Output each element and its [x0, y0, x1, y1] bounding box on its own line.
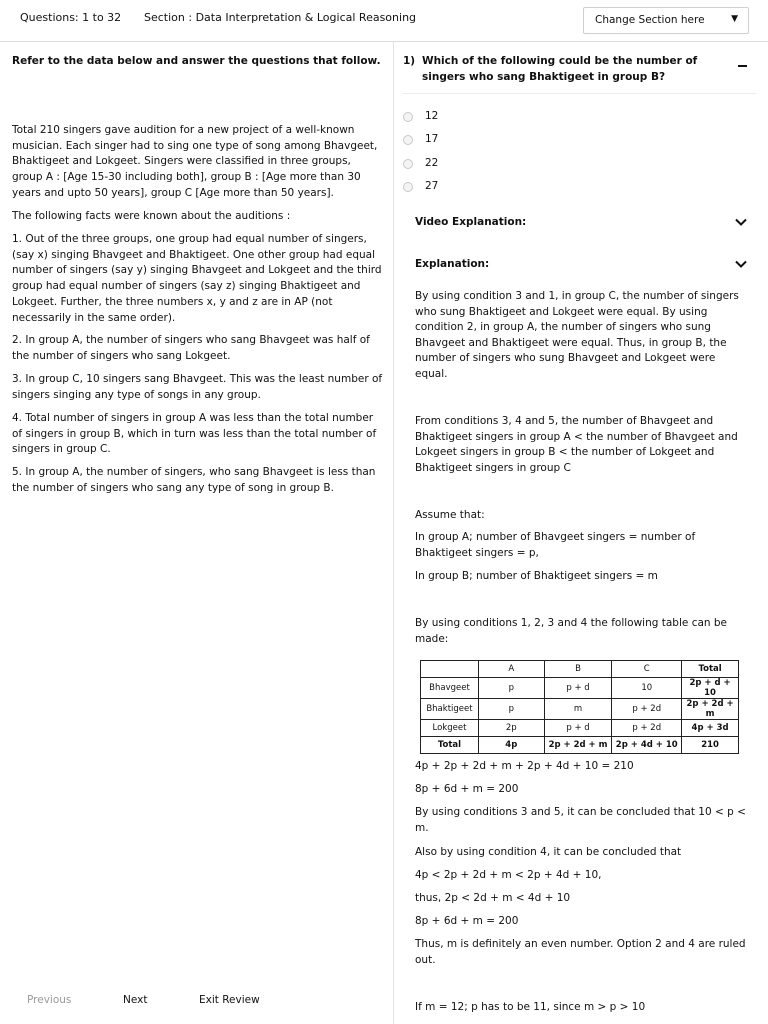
explanation-equation: thus, 2p < 2d + m < 4d + 10	[415, 892, 571, 904]
table-header-cell: Total	[682, 661, 739, 678]
table-cell: 2p + 2d + m	[682, 699, 739, 720]
explanation-paragraph: Assume that:	[415, 509, 485, 521]
explanation-paragraph: In group B; number of Bhaktigeet singers = m	[415, 570, 658, 582]
explanation-equation: 4p < 2p + 2d + m < 2p + 4d + 10,	[415, 869, 602, 881]
radio-icon[interactable]	[403, 159, 413, 169]
explanation-paragraph: From conditions 3, 4 and 5, the number of Bhavgeet and Bhaktigeet singers in group A < the number of Bhavgeet and Lokgeet singers in group B < the number of Lokgeet and Bhaktigeet singers in group C	[415, 415, 738, 474]
table-cell: p	[478, 678, 544, 699]
table-header-cell: C	[612, 661, 682, 678]
explanation-paragraph: By using conditions 3 and 5, it can be concluded that 10 < p < m.	[415, 806, 746, 834]
chevron-down-icon	[735, 218, 747, 227]
option-label: 17	[425, 133, 439, 145]
explanation-equation: 8p + 6d + m = 200	[415, 915, 519, 927]
explanation-title: Explanation:	[415, 258, 490, 270]
option-label: 12	[425, 110, 439, 122]
table-header-cell: A	[478, 661, 544, 678]
table-cell: 4p	[478, 737, 544, 754]
table-cell: 4p + 3d	[682, 720, 739, 737]
passage-paragraph-1: Total 210 singers gave audition for a new project of a well-known musician. Each singer had to sing one type of song among Bhavgeet, Bhaktigeet and Lokgeet. Singers were classified in three groups, group A : [Age 15-30 including both], group B : [Age more than 30 years and upto 50 years], group C [Age more than 50 years].	[12, 124, 378, 199]
table-cell: Total	[421, 737, 479, 754]
radio-icon[interactable]	[403, 182, 413, 192]
table-row	[421, 699, 739, 720]
explanation-paragraph: Thus, m is definitely an even number. Option 2 and 4 are ruled out.	[415, 938, 746, 966]
question-divider	[403, 93, 756, 94]
option-4[interactable]	[403, 180, 523, 196]
option-label: 22	[425, 157, 439, 169]
explanation-equation: 8p + 6d + m = 200	[415, 783, 519, 795]
table-cell: p + d	[544, 720, 612, 737]
change-section-dropdown[interactable]	[583, 7, 749, 34]
question-number: 1)	[403, 55, 416, 67]
caret-down-icon: ▼	[731, 14, 738, 24]
option-label: 27	[425, 180, 439, 192]
explanation-paragraph: By using conditions 1, 2, 3 and 4 the following table can be made:	[415, 617, 728, 645]
table-cell: 2p + 2d + m	[544, 737, 612, 754]
table-cell: 2p	[478, 720, 544, 737]
solution-table	[420, 660, 739, 754]
chevron-down-icon	[735, 260, 747, 269]
explanation-paragraph: By using condition 3 and 1, in group C, the number of singers who sung Bhaktigeet and Lokgeet were equal. By using condition 2, in group A, the number of singers who sung Bhavgeet and Bhaktigeet were equal. Thus, in group B, the number of singers who sung Bhavgeet and Lokgeet were equal.	[415, 290, 739, 380]
table-cell: 2p + d + 10	[682, 678, 739, 699]
explanation-paragraph: If m = 12; p has to be 11, since m > p > 10	[415, 1001, 646, 1013]
collapse-icon[interactable]	[737, 58, 749, 72]
table-header-cell: B	[544, 661, 612, 678]
question-text: Which of the following could be the number of singers who sang Bhaktigeet in group B?	[422, 55, 698, 83]
option-2[interactable]	[403, 133, 523, 149]
section-title: Section : Data Interpretation & Logical Reasoning	[144, 11, 417, 24]
option-1[interactable]	[403, 110, 523, 126]
exit-review-button[interactable]: Exit Review	[199, 994, 260, 1006]
table-row	[421, 678, 739, 699]
table-row	[421, 737, 739, 754]
change-section-label: Change Section here	[595, 14, 705, 26]
passage-fact-2: 2. In group A, the number of singers who sang Bhavgeet was half of the number of singers who sang Lokgeet.	[12, 334, 370, 362]
table-cell: p + d	[544, 678, 612, 699]
video-explanation-title: Video Explanation:	[415, 216, 527, 228]
table-cell: 2p + 4d + 10	[612, 737, 682, 754]
next-button[interactable]: Next	[123, 994, 148, 1006]
table-cell: Bhaktigeet	[421, 699, 479, 720]
table-cell: p + 2d	[612, 720, 682, 737]
explanation-paragraph: In group A; number of Bhavgeet singers = number of Bhaktigeet singers = p,	[415, 531, 696, 559]
previous-button[interactable]: Previous	[27, 994, 72, 1006]
table-row	[421, 720, 739, 737]
passage-intro: Refer to the data below and answer the questions that follow.	[12, 55, 381, 67]
explanation-paragraph: Also by using condition 4, it can be concluded that	[415, 846, 682, 858]
passage-fact-4: 4. Total number of singers in group A was less than the total number of singers in group B, which in turn was less than the total number of singers in group C.	[12, 412, 377, 456]
radio-icon[interactable]	[403, 112, 413, 122]
questions-range: Questions: 1 to 32	[20, 11, 122, 24]
passage-paragraph-2: The following facts were known about the auditions :	[12, 210, 291, 222]
table-cell: p	[478, 699, 544, 720]
passage-fact-5: 5. In group A, the number of singers, who sang Bhavgeet is less than the number of singers who sang any type of song in group B.	[12, 466, 376, 494]
passage-fact-3: 3. In group C, 10 singers sang Bhavgeet. This was the least number of singers singing any type of songs in any group.	[12, 373, 383, 401]
table-header-row	[421, 661, 739, 678]
table-cell: m	[544, 699, 612, 720]
panel-divider	[393, 42, 394, 1024]
table-cell: 10	[612, 678, 682, 699]
table-header-cell	[421, 661, 479, 678]
option-3[interactable]	[403, 157, 523, 173]
top-bar	[0, 0, 768, 42]
explanation-toggle[interactable]	[415, 258, 749, 276]
passage-fact-1: 1. Out of the three groups, one group had equal number of singers, (say x) singing Bhavgeet and Bhaktigeet. One other group had equal number of singers (say y) singing Bhavgeet and Lokgeet and the third group had equal number of singers (say z) singing Bhaktigeet and Lokgeet. Further, the three numbers x, y and z are in AP (not necessarily in the same order).	[12, 233, 382, 324]
table-cell: p + 2d	[612, 699, 682, 720]
radio-icon[interactable]	[403, 135, 413, 145]
table-cell: 210	[682, 737, 739, 754]
table-cell: Lokgeet	[421, 720, 479, 737]
video-explanation-toggle[interactable]	[415, 216, 749, 234]
table-cell: Bhavgeet	[421, 678, 479, 699]
explanation-equation: 4p + 2p + 2d + m + 2p + 4d + 10 = 210	[415, 760, 634, 772]
